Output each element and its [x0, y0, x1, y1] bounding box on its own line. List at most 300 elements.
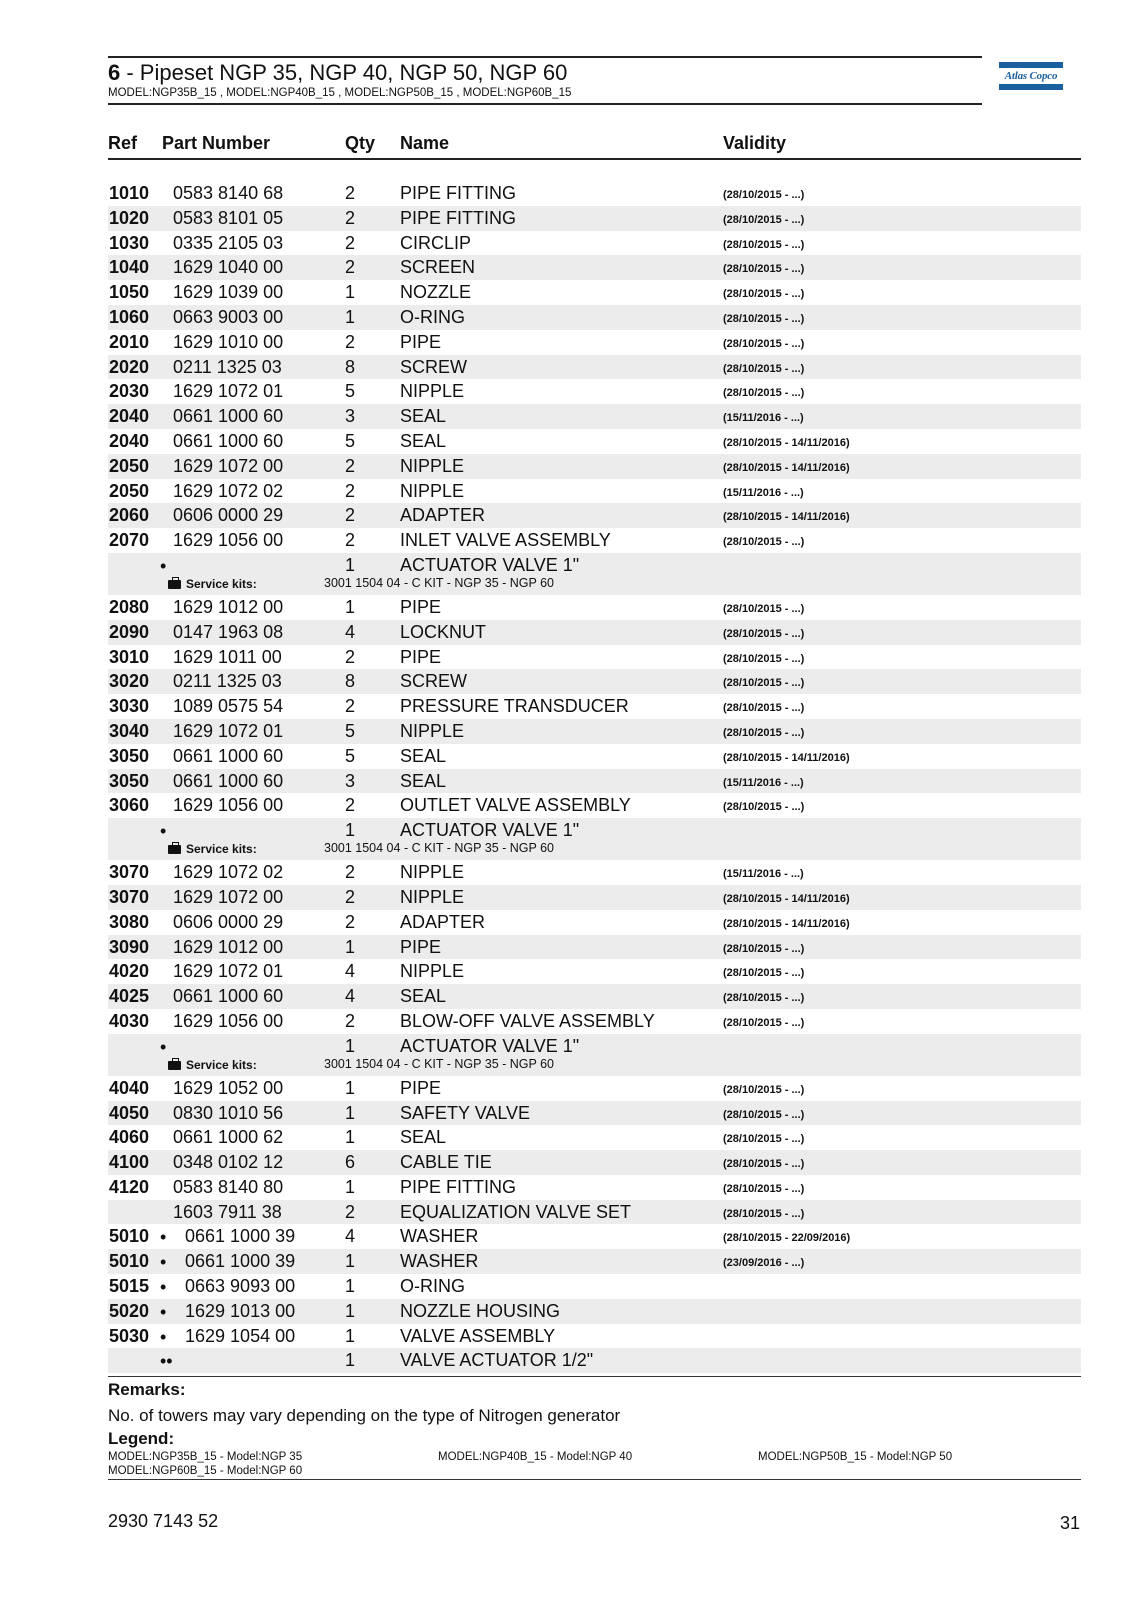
name-cell: SEAL — [400, 1127, 447, 1148]
qty-cell: 1 — [345, 1127, 356, 1148]
name-cell: CABLE TIE — [400, 1152, 492, 1173]
table-row — [108, 860, 1081, 885]
table-row — [108, 793, 1081, 818]
qty-cell: 2 — [345, 530, 356, 551]
ref-cell: 3050 — [109, 770, 150, 791]
service-kits-label-text: Service kits: — [186, 842, 257, 857]
legend-item: MODEL:NGP40B_15 - Model:NGP 40 — [438, 1451, 633, 1463]
part-number-cell: 0661 1000 60 — [173, 770, 284, 791]
level-bullet: • — [160, 821, 167, 842]
name-cell: PRESSURE TRANSDUCER — [400, 696, 629, 717]
name-cell: PIPE — [400, 331, 442, 352]
ref-cell: 4025 — [109, 986, 150, 1007]
name-cell: NIPPLE — [400, 720, 465, 741]
table-row — [108, 744, 1081, 769]
header-top-rule — [108, 56, 982, 58]
table-row — [108, 1249, 1081, 1274]
ref-cell: 3010 — [109, 646, 150, 667]
ref-cell: 5015 — [109, 1276, 150, 1297]
service-kit-value: 3001 1504 04 - C KIT - NGP 35 - NGP 60 — [324, 575, 554, 590]
table-row — [108, 1348, 1081, 1373]
ref-cell: 4040 — [109, 1077, 150, 1098]
part-number-cell: 1629 1056 00 — [173, 1010, 284, 1031]
validity-cell: (28/10/2015 - ...) — [723, 652, 805, 665]
table-row — [108, 479, 1081, 504]
validity-cell: (28/10/2015 - ...) — [723, 288, 805, 301]
ref-cell: 1050 — [109, 282, 150, 303]
part-number-cell: 1629 1072 01 — [173, 381, 284, 402]
table-row-with-service-kit — [108, 1034, 1081, 1076]
part-number-cell: 0583 8101 05 — [173, 207, 284, 228]
legend-title: Legend: — [108, 1429, 175, 1448]
qty-cell: 1 — [345, 1300, 356, 1321]
qty-cell: 1 — [345, 306, 356, 327]
ref-cell: 3050 — [109, 745, 150, 766]
name-cell: NIPPLE — [400, 961, 465, 982]
document-number: 2930 7143 52 — [108, 1511, 219, 1531]
validity-cell: (28/10/2015 - ...) — [723, 1016, 805, 1029]
part-number-cell: 1629 1056 00 — [173, 530, 284, 551]
ref-cell: 4060 — [109, 1127, 150, 1148]
name-cell: PIPE — [400, 1077, 442, 1098]
table-row — [108, 206, 1081, 231]
ref-cell: 1010 — [109, 183, 150, 203]
qty-cell: 1 — [345, 1077, 356, 1098]
name-cell: NIPPLE — [400, 862, 465, 883]
table-header — [108, 130, 1081, 160]
name-cell: NIPPLE — [400, 480, 465, 501]
part-number-cell: 1629 1013 00 — [185, 1300, 296, 1321]
validity-cell: (28/10/2015 - ...) — [723, 967, 805, 980]
name-cell: SEAL — [400, 986, 447, 1007]
table-row — [108, 885, 1081, 910]
qty-cell: 6 — [345, 1152, 356, 1173]
level-bullet: • — [160, 1036, 167, 1057]
model-list: MODEL:NGP35B_15 , MODEL:NGP40B_15 , MODEL:NGP50B_15 , MODEL:NGP60B_15 — [108, 87, 572, 99]
remarks-title: Remarks: — [108, 1380, 186, 1399]
part-number-cell: 0661 1000 39 — [185, 1251, 296, 1272]
qty-cell: 1 — [345, 1176, 356, 1197]
column-ref: Ref — [108, 133, 138, 153]
page-title — [108, 61, 982, 85]
level-bullet: • — [160, 1227, 167, 1248]
qty-cell: 4 — [345, 961, 356, 982]
name-cell: PIPE FITTING — [400, 1176, 517, 1197]
column-name: Name — [400, 133, 450, 153]
ref-cell: 3060 — [109, 795, 150, 816]
level-bullet: • — [160, 555, 167, 576]
qty-cell: 1 — [345, 1251, 356, 1272]
part-number-cell: 0661 1000 60 — [173, 430, 284, 451]
table-row — [108, 528, 1081, 553]
qty-cell: 8 — [345, 356, 356, 377]
table-row — [108, 620, 1081, 645]
validity-cell: (28/10/2015 - 14/11/2016) — [723, 892, 850, 905]
section-title: - Pipeset NGP 35, NGP 40, NGP 50, NGP 60 — [120, 60, 568, 85]
table-row — [108, 1150, 1081, 1175]
table-row — [108, 503, 1081, 528]
table-row — [108, 935, 1081, 960]
name-cell: SCREEN — [400, 257, 476, 278]
table-row — [108, 769, 1081, 794]
name-cell: BLOW-OFF VALVE ASSEMBLY — [400, 1010, 655, 1031]
part-number-cell: 0661 1000 39 — [185, 1226, 296, 1247]
part-number-cell: 0663 9003 00 — [173, 306, 284, 327]
validity-cell: (28/10/2015 - ...) — [723, 627, 805, 640]
name-cell: NOZZLE HOUSING — [400, 1300, 561, 1321]
logo-text: Atlas Copco — [1004, 70, 1058, 82]
validity-cell: (28/10/2015 - 14/11/2016) — [723, 511, 850, 524]
ref-cell: 2070 — [109, 530, 150, 551]
service-kits-label — [168, 577, 257, 591]
part-number-cell: 0661 1000 60 — [173, 745, 284, 766]
validity-cell: (28/10/2015 - 14/11/2016) — [723, 917, 850, 930]
qty-cell: 2 — [345, 911, 356, 932]
service-kits-label — [168, 842, 257, 856]
qty-cell: 2 — [345, 232, 356, 253]
qty-cell: 1 — [345, 282, 356, 303]
validity-cell: (28/10/2015 - ...) — [723, 602, 805, 615]
part-number-cell: 1603 7911 38 — [173, 1201, 282, 1222]
table-row — [108, 694, 1081, 719]
table-row — [108, 1274, 1081, 1299]
page-number: 31 — [1060, 1513, 1081, 1533]
service-kits-label-text: Service kits: — [186, 1057, 257, 1072]
legend-item: MODEL:NGP50B_15 - Model:NGP 50 — [758, 1451, 953, 1463]
validity-cell: (28/10/2015 - ...) — [723, 942, 805, 955]
legend-item: MODEL:NGP35B_15 - Model:NGP 35 — [108, 1451, 303, 1463]
ref-cell: 2050 — [109, 455, 150, 476]
qty-cell: 2 — [345, 886, 356, 907]
ref-cell: 1030 — [109, 232, 150, 253]
validity-cell: (28/10/2015 - ...) — [723, 362, 805, 375]
ref-cell: 2060 — [109, 505, 150, 526]
table-row — [108, 429, 1081, 454]
qty-cell: 1 — [345, 1035, 356, 1056]
name-cell: SEAL — [400, 770, 447, 791]
validity-cell: (28/10/2015 - ...) — [723, 1108, 805, 1121]
validity-cell: (28/10/2015 - ...) — [723, 263, 805, 276]
service-kits-label — [168, 1058, 257, 1072]
ref-cell: 3080 — [109, 911, 150, 932]
name-cell: SAFETY VALVE — [400, 1102, 531, 1123]
ref-cell: 2010 — [109, 331, 150, 352]
ref-cell: 1020 — [109, 207, 150, 228]
part-number-cell: 0606 0000 29 — [173, 505, 284, 526]
table-row — [108, 1324, 1081, 1349]
service-kits-label-text: Service kits: — [186, 576, 257, 591]
column-qty: Qty — [345, 133, 376, 153]
qty-cell: 2 — [345, 331, 356, 352]
ref-cell: 4100 — [109, 1152, 150, 1173]
validity-cell: (28/10/2015 - ...) — [723, 726, 805, 739]
part-number-cell: 0211 1325 03 — [173, 356, 282, 377]
name-cell: ADAPTER — [400, 911, 486, 932]
validity-cell: (28/10/2015 - ...) — [723, 387, 805, 400]
ref-cell: 3040 — [109, 720, 150, 741]
table-row — [108, 910, 1081, 935]
qty-cell: 8 — [345, 671, 356, 692]
name-cell: WASHER — [400, 1251, 479, 1272]
header-bottom-rule — [108, 103, 982, 105]
table-row — [108, 1175, 1081, 1200]
table-row — [108, 454, 1081, 479]
name-cell: SEAL — [400, 430, 447, 451]
part-number-cell: 1629 1072 02 — [173, 480, 284, 501]
validity-cell: (15/11/2016 - ...) — [723, 868, 804, 881]
part-number-cell: 0583 8140 68 — [173, 183, 284, 203]
name-cell: NOZZLE — [400, 282, 472, 303]
part-number-cell: 1629 1054 00 — [185, 1325, 296, 1346]
qty-cell: 5 — [345, 720, 356, 741]
part-number-cell: 1629 1072 01 — [173, 961, 284, 982]
name-cell: EQUALIZATION VALVE SET — [400, 1201, 632, 1222]
table-row-with-service-kit — [108, 553, 1081, 595]
ref-cell: 3090 — [109, 936, 150, 957]
table-row — [108, 379, 1081, 404]
validity-cell: (28/10/2015 - 14/11/2016) — [723, 436, 850, 449]
column-part-number: Part Number — [162, 133, 271, 153]
legend — [108, 1449, 1081, 1480]
name-cell: SCREW — [400, 671, 467, 692]
validity-cell: (28/10/2015 - 22/09/2016) — [723, 1232, 851, 1245]
table-row — [108, 1076, 1081, 1101]
name-cell: PIPE FITTING — [400, 183, 517, 203]
part-number-cell: 1629 1012 00 — [173, 936, 284, 957]
ref-cell: 4120 — [109, 1176, 150, 1197]
qty-cell: 4 — [345, 1226, 356, 1247]
qty-cell: 1 — [345, 820, 356, 841]
table-row — [108, 355, 1081, 380]
brand-logo — [999, 62, 1063, 92]
validity-cell: (28/10/2015 - ...) — [723, 801, 805, 814]
part-number-cell: 1629 1039 00 — [173, 282, 284, 303]
ref-cell: 3020 — [109, 671, 150, 692]
parts-table — [108, 181, 1081, 1373]
table-row — [108, 1224, 1081, 1249]
validity-cell: (28/10/2015 - ...) — [723, 536, 805, 549]
level-bullet: • — [160, 1277, 167, 1298]
qty-cell: 5 — [345, 430, 356, 451]
validity-cell: (15/11/2016 - ...) — [723, 776, 804, 789]
table-row — [108, 1200, 1081, 1225]
part-number-cell: 0147 1963 08 — [173, 621, 284, 642]
part-number-cell: 0583 8140 80 — [173, 1176, 284, 1197]
part-number-cell: 0335 2105 03 — [173, 232, 284, 253]
table-row — [108, 595, 1081, 620]
validity-cell: (28/10/2015 - ...) — [723, 213, 805, 226]
validity-cell: (15/11/2016 - ...) — [723, 486, 804, 499]
level-bullet: • — [160, 1301, 167, 1322]
name-cell: PIPE — [400, 596, 442, 617]
qty-cell: 4 — [345, 986, 356, 1007]
name-cell: VALVE ACTUATOR 1/2" — [400, 1350, 594, 1371]
name-cell: INLET VALVE ASSEMBLY — [400, 530, 611, 551]
table-row — [108, 645, 1081, 670]
name-cell: PIPE — [400, 936, 442, 957]
name-cell: NIPPLE — [400, 381, 465, 402]
ref-cell: 4050 — [109, 1102, 150, 1123]
ref-cell: 1040 — [109, 257, 150, 278]
ref-cell: 4020 — [109, 961, 150, 982]
qty-cell: 2 — [345, 795, 356, 816]
validity-cell: (28/10/2015 - ...) — [723, 189, 805, 201]
service-kit-value: 3001 1504 04 - C KIT - NGP 35 - NGP 60 — [324, 841, 554, 856]
part-number-cell: 1629 1052 00 — [173, 1077, 284, 1098]
ref-cell: 2050 — [109, 480, 150, 501]
qty-cell: 1 — [345, 1350, 356, 1371]
validity-cell: (28/10/2015 - ...) — [723, 992, 805, 1005]
name-cell: SEAL — [400, 406, 447, 427]
name-cell: PIPE FITTING — [400, 207, 517, 228]
qty-cell: 2 — [345, 480, 356, 501]
qty-cell: 2 — [345, 862, 356, 883]
table-row — [108, 181, 1081, 206]
validity-cell: (28/10/2015 - ...) — [723, 337, 805, 350]
name-cell: NIPPLE — [400, 886, 465, 907]
table-row-with-service-kit — [108, 818, 1081, 860]
ref-cell: 2040 — [109, 406, 150, 427]
part-number-cell: 0663 9093 00 — [185, 1276, 296, 1297]
ref-cell: 2030 — [109, 381, 150, 402]
validity-cell: (28/10/2015 - ...) — [723, 1182, 805, 1195]
validity-cell: (28/10/2015 - ...) — [723, 312, 805, 325]
name-cell: PIPE — [400, 646, 442, 667]
qty-cell: 1 — [345, 554, 356, 575]
table-row — [108, 984, 1081, 1009]
remarks-section — [108, 1376, 1081, 1480]
table-row — [108, 330, 1081, 355]
qty-cell: 3 — [345, 770, 356, 791]
part-number-cell: 1629 1012 00 — [173, 596, 284, 617]
ref-cell: 2090 — [109, 621, 150, 642]
name-cell: O-RING — [400, 306, 465, 327]
name-cell: VALVE ASSEMBLY — [400, 1325, 556, 1346]
name-cell: LOCKNUT — [400, 621, 487, 642]
qty-cell: 2 — [345, 696, 356, 717]
validity-cell: (15/11/2016 - ...) — [723, 412, 804, 425]
validity-cell: (28/10/2015 - 14/11/2016) — [723, 751, 850, 764]
qty-cell: 1 — [345, 1325, 356, 1346]
validity-cell: (28/10/2015 - 14/11/2016) — [723, 461, 850, 474]
part-number-cell: 1629 1072 00 — [173, 455, 284, 476]
section-number: 6 — [108, 60, 121, 85]
table-row — [108, 669, 1081, 694]
ref-cell: 2040 — [109, 430, 150, 451]
part-number-cell: 0661 1000 60 — [173, 986, 284, 1007]
part-number-cell: 1629 1072 00 — [173, 886, 284, 907]
qty-cell: 1 — [345, 1102, 356, 1123]
name-cell: ACTUATOR VALVE 1" — [400, 1035, 580, 1056]
validity-cell: (28/10/2015 - ...) — [723, 1207, 805, 1220]
qty-cell: 2 — [345, 455, 356, 476]
table-row — [108, 1009, 1081, 1034]
table-row — [108, 1125, 1081, 1150]
table-row — [108, 719, 1081, 744]
ref-cell: 5020 — [109, 1300, 150, 1321]
part-number-cell: 0211 1325 03 — [173, 671, 282, 692]
logo-band-bottom — [999, 84, 1063, 90]
part-number-cell: 1629 1072 02 — [173, 862, 284, 883]
qty-cell: 2 — [345, 505, 356, 526]
toolbox-icon — [168, 580, 181, 589]
ref-cell: 3030 — [109, 696, 150, 717]
part-number-cell: 1629 1072 01 — [173, 720, 284, 741]
name-cell: NIPPLE — [400, 455, 465, 476]
name-cell: CIRCLIP — [400, 232, 472, 253]
toolbox-icon — [168, 845, 181, 854]
ref-cell: 5010 — [109, 1226, 150, 1247]
ref-cell: 5030 — [109, 1325, 150, 1346]
qty-cell: 2 — [345, 646, 356, 667]
ref-cell: 2020 — [109, 356, 150, 377]
part-number-cell: 0661 1000 60 — [173, 406, 284, 427]
qty-cell: 2 — [345, 257, 356, 278]
qty-cell: 5 — [345, 381, 356, 402]
qty-cell: 1 — [345, 596, 356, 617]
table-row — [108, 231, 1081, 256]
qty-cell: 2 — [345, 1010, 356, 1031]
part-number-cell: 0830 1010 56 — [173, 1102, 284, 1123]
table-row — [108, 1299, 1081, 1324]
service-kit-value: 3001 1504 04 - C KIT - NGP 35 - NGP 60 — [324, 1056, 554, 1071]
table-row — [108, 255, 1081, 280]
toolbox-icon — [168, 1061, 181, 1070]
level-bullet: • — [160, 1252, 167, 1273]
name-cell: ACTUATOR VALVE 1" — [400, 820, 580, 841]
qty-cell: 2 — [345, 183, 356, 203]
qty-cell: 3 — [345, 406, 356, 427]
ref-cell: 4030 — [109, 1010, 150, 1031]
name-cell: WASHER — [400, 1226, 479, 1247]
validity-cell: (28/10/2015 - ...) — [723, 1083, 805, 1096]
validity-cell: (28/10/2015 - ...) — [723, 238, 805, 251]
part-number-cell: 1629 1056 00 — [173, 795, 284, 816]
part-number-cell: 1089 0575 54 — [173, 696, 284, 717]
ref-cell: 5010 — [109, 1251, 150, 1272]
column-validity: Validity — [723, 133, 787, 153]
validity-cell: (28/10/2015 - ...) — [723, 1133, 805, 1146]
qty-cell: 2 — [345, 1201, 356, 1222]
validity-cell: (23/09/2016 - ...) — [723, 1257, 805, 1270]
qty-cell: 2 — [345, 207, 356, 228]
table-row — [108, 959, 1081, 984]
name-cell: SCREW — [400, 356, 467, 377]
table-row — [108, 1101, 1081, 1126]
ref-cell: 2080 — [109, 596, 150, 617]
part-number-cell: 1629 1010 00 — [173, 331, 284, 352]
name-cell: ACTUATOR VALVE 1" — [400, 554, 580, 575]
table-row — [108, 404, 1081, 429]
validity-cell: (28/10/2015 - ...) — [723, 677, 805, 690]
validity-cell: (28/10/2015 - ...) — [723, 702, 805, 715]
table-row — [108, 280, 1081, 305]
name-cell: OUTLET VALVE ASSEMBLY — [400, 795, 631, 816]
remarks-text: No. of towers may vary depending on the type of Nitrogen generator — [108, 1406, 621, 1425]
qty-cell: 4 — [345, 621, 356, 642]
name-cell: ADAPTER — [400, 505, 486, 526]
name-cell: SEAL — [400, 745, 447, 766]
qty-cell: 5 — [345, 745, 356, 766]
table-row — [108, 305, 1081, 330]
part-number-cell: 0348 0102 12 — [173, 1152, 284, 1173]
part-number-cell: 1629 1040 00 — [173, 257, 284, 278]
ref-cell: 3070 — [109, 862, 150, 883]
qty-cell: 1 — [345, 1276, 356, 1297]
ref-cell: 3070 — [109, 886, 150, 907]
name-cell: O-RING — [400, 1276, 465, 1297]
ref-cell: 1060 — [109, 306, 150, 327]
